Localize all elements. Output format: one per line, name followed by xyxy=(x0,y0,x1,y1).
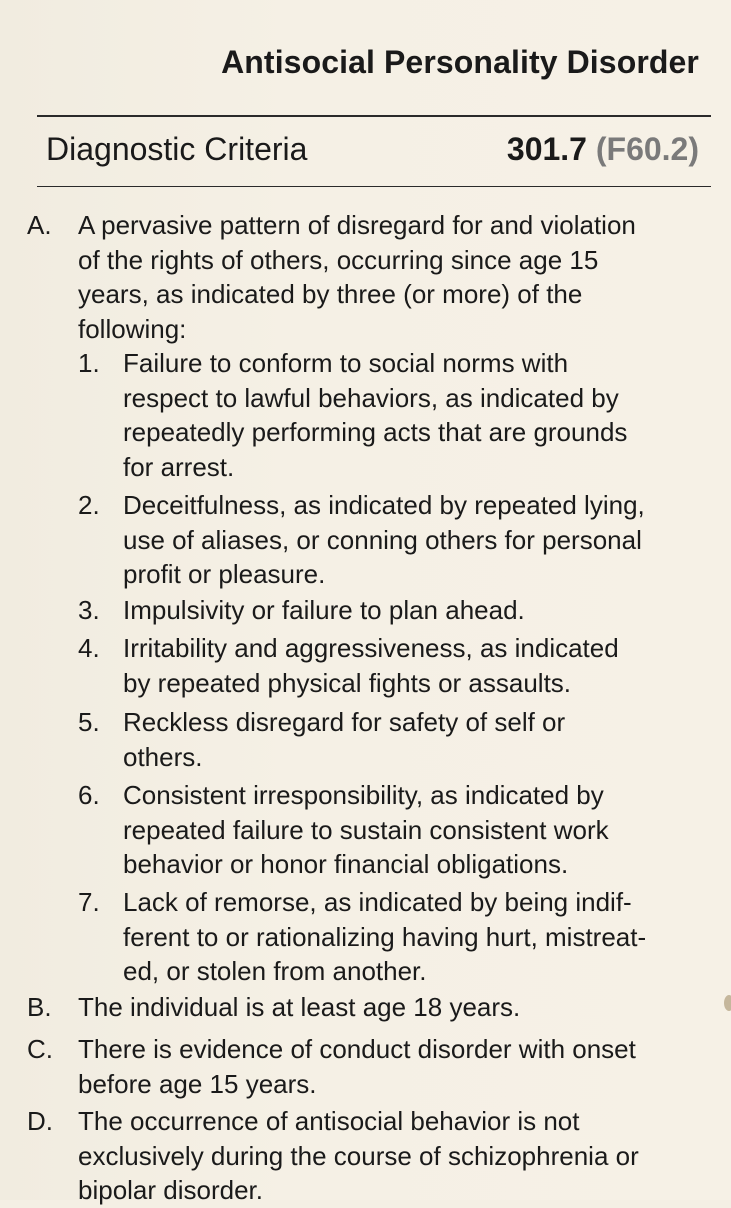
subcriterion-line: profit or pleasure. xyxy=(123,559,326,589)
criterion-c-marker: C. xyxy=(27,1034,53,1064)
criterion-d-line: exclusively during the course of schizophrenia or xyxy=(78,1140,639,1171)
subcriterion-line: respect to lawful behaviors, as indicated by xyxy=(123,382,619,413)
subcriterion-1-marker: 1. xyxy=(78,348,100,378)
subcriterion-line: ed, or stolen from another. xyxy=(123,956,427,986)
subcriterion-line: Deceitfulness, as indicated by repeated lying, xyxy=(123,490,645,520)
criterion-c-line: before age 15 years. xyxy=(78,1068,317,1099)
header-rule-top xyxy=(37,115,711,117)
subcriterion-line: behavior or honor financial obligations. xyxy=(123,849,569,879)
subcriterion-3-text xyxy=(123,593,525,628)
criterion-d-line: The occurrence of antisocial behavior is not xyxy=(78,1106,580,1136)
subcriterion-line: repeated failure to sustain consistent work xyxy=(123,814,609,845)
criterion-a-line: following: xyxy=(78,313,187,344)
criterion-a-text xyxy=(78,208,636,346)
page-edge-tab xyxy=(724,995,731,1011)
criterion-a-line: A pervasive pattern of disregard for and violation xyxy=(78,210,636,240)
subcriterion-line: use of aliases, or conning others for personal xyxy=(123,524,642,555)
subcriterion-7-marker: 7. xyxy=(78,887,100,917)
subcriterion-line: Irritability and aggressiveness, as indicated xyxy=(123,633,619,663)
subcriterion-line: repeatedly performing acts that are grounds xyxy=(123,417,628,447)
section-subtitle: Diagnostic Criteria xyxy=(46,131,308,167)
subcriterion-line: ferent to or rationalizing having hurt, mistreat- xyxy=(123,921,647,952)
criterion-b-marker: B. xyxy=(27,992,52,1022)
subcriterion-line: others. xyxy=(123,741,203,772)
criterion-d-text xyxy=(78,1104,639,1208)
dsm-code: 301.7 xyxy=(506,131,587,167)
criterion-c-text xyxy=(78,1032,636,1101)
criterion-c-line: There is evidence of conduct disorder with onset xyxy=(78,1034,636,1064)
criterion-d-marker: D. xyxy=(27,1106,53,1136)
subcriterion-line: Lack of remorse, as indicated by being indif- xyxy=(123,887,632,917)
subcriterion-line: Failure to conform to social norms with xyxy=(123,348,569,378)
criterion-a-line: years, as indicated by three (or more) of the xyxy=(78,279,583,309)
subcriterion-6-marker: 6. xyxy=(78,780,100,810)
subcriterion-7-text xyxy=(123,885,646,989)
subcriterion-line: Consistent irresponsibility, as indicated by xyxy=(123,780,604,810)
criterion-b-text xyxy=(78,990,520,1025)
subcriterion-line: by repeated physical fights or assaults. xyxy=(123,667,572,698)
subcriterion-line: Reckless disregard for safety of self or xyxy=(123,707,566,737)
subcriterion-4-marker: 4. xyxy=(78,633,100,663)
subcriterion-line: Impulsivity or failure to plan ahead. xyxy=(123,595,525,625)
diagnostic-code xyxy=(507,131,699,168)
subcriterion-2-marker: 2. xyxy=(78,490,100,520)
criterion-d-line: bipolar disorder. xyxy=(78,1175,263,1205)
subcriterion-3-marker: 3. xyxy=(78,595,100,625)
subcriterion-line: for arrest. xyxy=(123,451,235,482)
subcriterion-2-text xyxy=(123,488,645,592)
icd-code: (F60.2) xyxy=(595,131,699,167)
criterion-b-line: The individual is at least age 18 years. xyxy=(78,992,521,1022)
criterion-a-marker: A. xyxy=(27,210,52,240)
page-title: Antisocial Personality Disorder xyxy=(221,44,699,80)
criterion-a-line: of the rights of others, occurring since age 15 xyxy=(78,244,599,275)
subcriterion-1-text xyxy=(123,346,627,484)
subcriterion-5-text xyxy=(123,705,565,774)
subcriterion-6-text xyxy=(123,778,609,882)
header-rule-bottom xyxy=(37,186,711,187)
subcriterion-4-text xyxy=(123,631,619,700)
subcriterion-5-marker: 5. xyxy=(78,707,100,737)
